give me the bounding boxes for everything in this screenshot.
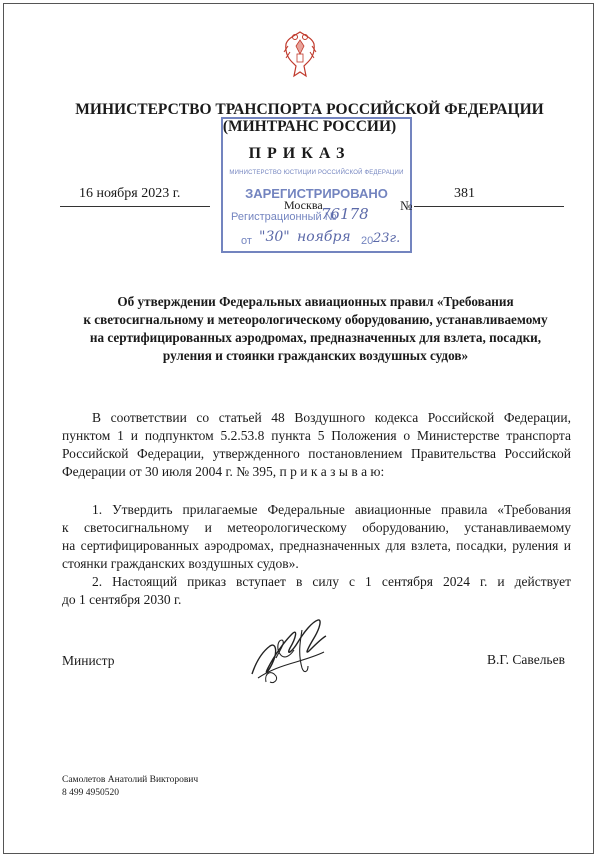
date-underline (60, 206, 210, 207)
executor-name: Самолетов Анатолий Викторович (62, 775, 199, 785)
stamp-date-year: 23г. (373, 231, 401, 246)
order-title-line: на сертифицированных аэродромах, предназначенных для взлета, посадки, (89, 330, 542, 345)
ministry-short-name: (МИНТРАНС РОССИИ) (222, 118, 397, 135)
order-title-line: руления и стоянки гражданских воздушных судов» (162, 348, 469, 363)
stamp-status: ЗАРЕГИСТРИРОВАНО (245, 186, 388, 201)
stamp-date-day: "30" (259, 229, 290, 245)
stamp-org: МИНИСТЕРСТВО ЮСТИЦИИ РОССИЙСКОЙ ФЕДЕРАЦИИ (229, 170, 404, 176)
order-city: Москва (284, 198, 323, 212)
signer-position: Министр (62, 653, 115, 668)
stamp-date-year-prefix: 20 (361, 235, 374, 247)
stamp-reg-label: Регистрационный № (231, 211, 337, 223)
stamp-reg-number: 76178 (321, 205, 369, 223)
item-line: к светосигнальному и метеорологическому оборудованию, устанавливаемому (62, 520, 571, 535)
registration-stamp (221, 117, 412, 253)
item-line: на сертифицированных аэродромах, предназначенных для взлета, посадки, руления и (62, 538, 571, 553)
number-underline (414, 206, 564, 207)
stamp-date-month: ноября (297, 229, 351, 245)
coat-of-arms-emblem (282, 28, 318, 84)
executor-phone: 8 499 4950520 (62, 788, 119, 798)
order-number: 381 (454, 186, 475, 201)
item-line: 2. Настоящий приказ вступает в силу с 1 сентября 2024 г. и действует (92, 574, 571, 589)
stamp-date-prefix: от (241, 235, 252, 247)
item-line: стоянки гражданских воздушных судов». (62, 556, 299, 571)
order-title-line: Об утверждении Федеральных авиационных правил «Требования (117, 294, 514, 309)
item-line: до 1 сентября 2030 г. (62, 592, 182, 607)
preamble-line: Российской Федерации, утвержденного постановлением Правительства Российской (62, 446, 571, 461)
item-line: 1. Утвердить прилагаемые Федеральные авиационные правила «Требования (92, 502, 571, 517)
document-type: ПРИКАЗ (248, 145, 351, 162)
signer-name: В.Г. Савельев (487, 652, 565, 667)
preamble-line: В соответствии со статьей 48 Воздушного кодекса Российской Федерации, (92, 410, 571, 425)
ministry-name: МИНИСТЕРСТВО ТРАНСПОРТА РОССИЙСКОЙ ФЕДЕРАЦИИ (75, 101, 544, 118)
number-sign: № (400, 198, 413, 213)
preamble-line: Федерации от 30 июля 2004 г. № 395, п р и к а з ы в а ю: (62, 464, 385, 479)
handwritten-signature (246, 612, 334, 692)
preamble-line: пунктом 1 и подпунктом 5.2.53.8 пункта 5 Положения о Министерстве транспорта (62, 428, 571, 443)
order-title-line: к светосигнальному и метеорологическому оборудованию, устанавливаемому (83, 312, 548, 327)
order-date: 16 ноября 2023 г. (79, 186, 181, 201)
